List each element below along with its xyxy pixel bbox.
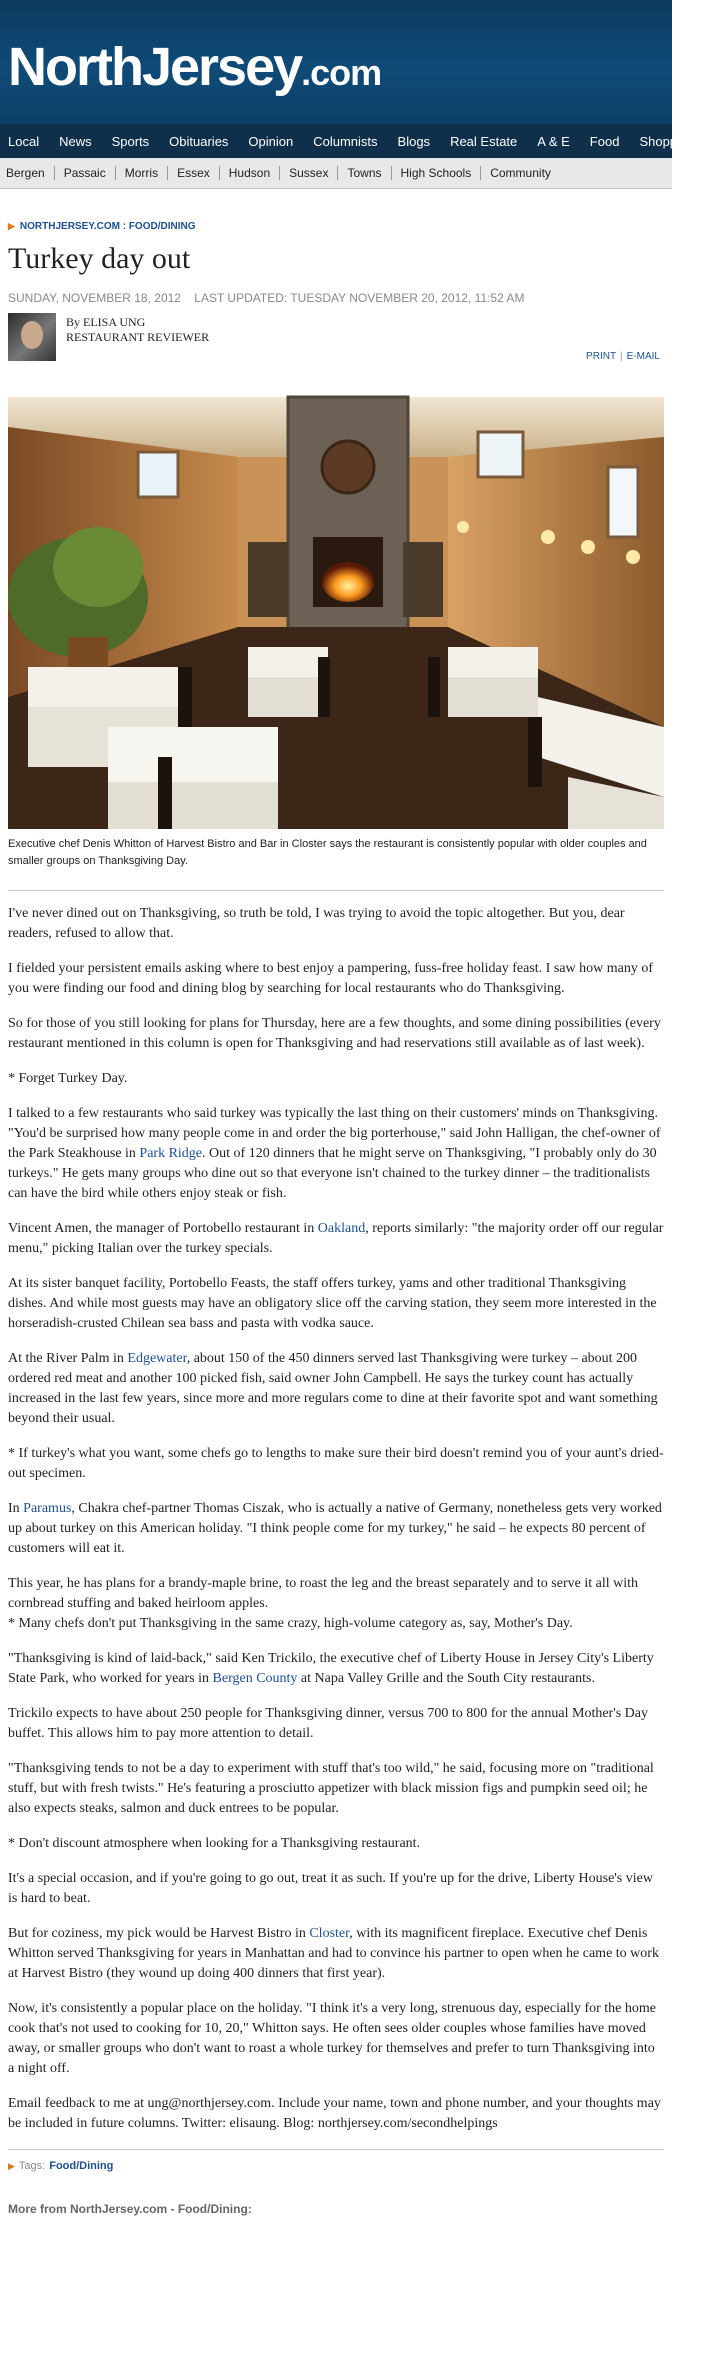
article-paragraph — [8, 1219, 664, 1259]
article-paragraph — [8, 1349, 664, 1429]
article-paragraph — [8, 959, 664, 999]
article-paragraph — [8, 2094, 664, 2134]
article-paragraph — [8, 1499, 664, 1559]
article-paragraph — [8, 1704, 664, 1744]
email-link[interactable]: E-MAIL — [626, 351, 660, 362]
caption-divider — [8, 890, 664, 891]
tag-food-dining[interactable]: Food/Dining — [49, 2160, 114, 2172]
nav-item[interactable]: Real Estate — [450, 133, 518, 149]
paragraph-text: * If turkey's what you want, some chefs go to lengths to make sure their bird doesn't remind you of your aunt's dried-out specimen. — [8, 1446, 664, 1481]
paragraph-text: * Don't discount atmosphere when looking for a Thanksgiving restaurant. — [8, 1836, 421, 1851]
author-name: By ELISA UNG — [66, 315, 146, 329]
place-link[interactable]: Bergen County — [212, 1671, 298, 1686]
paragraph-text: I fielded your persistent emails asking where to best enjoy a pampering, fuss-free holiday feast. I saw how many of you were finding our food and dining blog by searching for local restaurants who do Thanksgiving. — [8, 961, 653, 996]
article-paragraph — [8, 904, 664, 944]
masthead — [0, 0, 672, 124]
nav-item[interactable]: Obituaries — [169, 133, 229, 149]
place-link[interactable]: Oakland — [317, 1221, 366, 1236]
author-avatar — [8, 313, 56, 361]
place-link[interactable]: Park Ridge — [139, 1146, 203, 1161]
paragraph-text: At its sister banquet facility, Portobello Feasts, the staff offers turkey, yams and other traditional Thanksgiving dishes. And while most guests may have an obligatory slice off the carving station, they seem more interested in the horseradish-crusted Chilean sea bass and pasta with vodka sauce. — [8, 1276, 657, 1331]
more-from-heading: More from NorthJersey.com - Food/Dining: — [8, 2202, 252, 2216]
paragraph-text: , about 150 of the 450 dinners served last Thanksgiving were turkey – about 200 ordered red meat and another 100 picked fish, said owner John Campbell. He says the turkey count has actually increased in the last few years, since more and more regulars come to dine at their favorite spot and want something beyond their usual. — [8, 1351, 658, 1426]
nav-item[interactable]: Local — [8, 133, 40, 149]
subnav-item[interactable]: Morris — [115, 166, 167, 180]
paragraph-text: I talked to a few restaurants who said turkey was typically the last thing on their customers' minds on Thanksgiving. "You'd be surprised how many people come in and order the big porterhouse," said John Halligan, the chef-owner of the Park Steakhouse in — [8, 1106, 661, 1161]
article-dateline: SUNDAY, NOVEMBER 18, 2012 LAST UPDATED: TUESDAY NOVEMBER 20, 2012, 11:52 AM — [8, 291, 525, 305]
subnav-item[interactable]: Towns — [337, 166, 390, 180]
print-link[interactable]: PRINT — [586, 351, 617, 362]
paragraph-text: , Chakra chef-partner Thomas Ciszak, who is actually a native of Germany, nonetheless gets very worked up about turkey on this American holiday. "I think people come for my turkey," he said – he expects 80 percent of customers will eat it. — [8, 1501, 662, 1556]
nav-item[interactable]: Sports — [111, 133, 150, 149]
breadcrumb-arrow-icon: ▶ — [8, 221, 15, 231]
article-paragraph — [8, 1574, 664, 1634]
paragraph-text: Email feedback to me at ung@northjersey.com. Include your name, town and phone number, and your thoughts may be included in future columns. Twitter: elisaung. Blog: northjersey.com/secondhelpings — [8, 2096, 661, 2131]
breadcrumb-link[interactable]: NORTHJERSEY.COM : FOOD/DINING — [19, 221, 196, 232]
nav-item[interactable]: Shopping — [639, 133, 695, 149]
article-paragraph — [8, 1869, 664, 1909]
subnav-item[interactable]: Community — [480, 166, 560, 180]
article-paragraph — [8, 1069, 664, 1089]
paragraph-text: In — [8, 1501, 24, 1516]
article-paragraph — [8, 1649, 664, 1689]
nav-item[interactable]: Columnists — [313, 133, 378, 149]
logo-main: NorthJersey — [8, 37, 302, 97]
paragraph-text: "Thanksgiving tends to not be a day to experiment with stuff that's too wild," he said, focusing more on "traditional stuff, but with fresh twists." He's featuring a prosciutto appetizer with black mission figs and pumpkin seed oil; he also expects steaks, salmon and duck entrees to be popular. — [8, 1761, 654, 1816]
paragraph-text: Now, it's consistently a popular place on the holiday. "I think it's a very long, strenuous day, especially for the home cook that's not used to cooking for 10, 20," Whitton says. He often sees older couples whose families have moved away, or smaller groups who don't want to roast a whole turkey for themselves and prefer to turn Thanksgiving into a night off. — [8, 2001, 656, 2076]
article-paragraph — [8, 1104, 664, 1204]
paragraph-text: Trickilo expects to have about 250 people for Thanksgiving dinner, versus 700 to 800 for the annual Mother's Day buffet. This allows him to pay more attention to detail. — [8, 1706, 649, 1741]
paragraph-text: It's a special occasion, and if you're going to go out, treat it as such. If you're up for the drive, Liberty House's view is hard to beat. — [8, 1871, 653, 1906]
article-paragraph — [8, 1924, 664, 1984]
author-role: RESTAURANT REVIEWER — [66, 330, 210, 344]
paragraph-text: at Napa Valley Grille and the South City restaurants. — [297, 1671, 595, 1686]
paragraph-text: , with its magnificent fireplace. Executive chef Denis Whitton served Thanksgiving for years in Manhattan and had to convince his partner to open when he came to work at Harvest Bistro (they wound up doing 400 dinners that first year). — [8, 1926, 659, 1981]
subnav-item[interactable]: High Schools — [391, 166, 481, 180]
article-paragraph — [8, 1444, 664, 1484]
paragraph-text: I've never dined out on Thanksgiving, so truth be told, I was trying to avoid the topic altogether. But you, dear readers, refused to allow that. — [8, 906, 625, 941]
site-logo[interactable] — [8, 36, 381, 98]
primary-nav — [0, 124, 695, 158]
subnav-item[interactable]: Essex — [167, 166, 219, 180]
paragraph-text: * Forget Turkey Day. — [8, 1071, 128, 1086]
subnav-item[interactable]: Sussex — [279, 166, 337, 180]
author-info — [66, 315, 209, 345]
article-tools: PRINT | E-MAIL — [586, 351, 660, 362]
breadcrumb — [8, 221, 672, 232]
nav-item[interactable]: A & E — [537, 133, 570, 149]
paragraph-text: This year, he has plans for a brandy-maple brine, to roast the leg and the breast separately and to serve it all with cornbread stuffing and baked heirloom apples. — [8, 1576, 638, 1611]
paragraph-text: Vincent Amen, the manager of Portobello restaurant in — [8, 1221, 318, 1236]
subnav-item[interactable]: Hudson — [219, 166, 279, 180]
article-title: Turkey day out — [8, 242, 191, 275]
place-link[interactable]: Closter — [309, 1926, 350, 1941]
nav-item[interactable]: Food — [589, 133, 620, 149]
nav-item[interactable]: Blogs — [397, 133, 431, 149]
paragraph-text: "Thanksgiving is kind of laid-back," said Ken Trickilo, the executive chef of Liberty House in Jersey City's Liberty State Park, who worked for years in — [8, 1651, 654, 1686]
logo-suffix: .com — [301, 52, 382, 93]
paragraph-text: At the River Palm in — [8, 1351, 128, 1366]
article-paragraph — [8, 1014, 664, 1054]
article-body — [8, 904, 664, 2134]
subnav-item[interactable]: Bergen — [6, 166, 45, 180]
restaurant-interior-image — [8, 397, 664, 829]
paragraph-text: , reports similarly: "the majority order off our regular menu," picking Italian over the turkey specials. — [8, 1221, 664, 1256]
photo-caption: Executive chef Denis Whitton of Harvest Bistro and Bar in Closter says the restaurant is consistently popular with older couples and smaller groups on Thanksgiving Day. — [8, 838, 647, 867]
tags-bar — [8, 2149, 664, 2172]
paragraph-text: . Out of 120 dinners that he might serve on Thanksgiving, "I probably only do 30 turkeys." He gets many groups who dine out so that everyone isn't chained to the turkey dinner – the traditionalists can have the bird while others enjoy steak or fish. — [8, 1146, 657, 1201]
subnav-item[interactable]: Passaic — [54, 166, 115, 180]
tags-label: Tags: — [18, 2160, 46, 2172]
article-paragraph — [8, 1759, 664, 1819]
tags-arrow-icon: ▶ — [8, 2161, 15, 2171]
article-paragraph — [8, 1274, 664, 1334]
place-link[interactable]: Paramus — [23, 1501, 72, 1516]
place-link[interactable]: Edgewater — [127, 1351, 187, 1366]
article-paragraph — [8, 1999, 664, 2079]
byline — [8, 313, 672, 369]
paragraph-text: * Many chefs don't put Thanksgiving in the same crazy, high-volume category as, say, Mother's Day. — [8, 1616, 573, 1631]
nav-item[interactable]: Opinion — [248, 133, 294, 149]
secondary-nav — [0, 158, 672, 189]
paragraph-text: So for those of you still looking for plans for Thursday, here are a few thoughts, and some dining possibilities (every restaurant mentioned in this column is open for Thanksgiving and had reservations still available as of last week). — [8, 1016, 661, 1051]
article-photo — [8, 397, 664, 829]
paragraph-text: But for coziness, my pick would be Harvest Bistro in — [8, 1926, 310, 1941]
nav-item[interactable]: News — [59, 133, 92, 149]
article-paragraph — [8, 1834, 664, 1854]
